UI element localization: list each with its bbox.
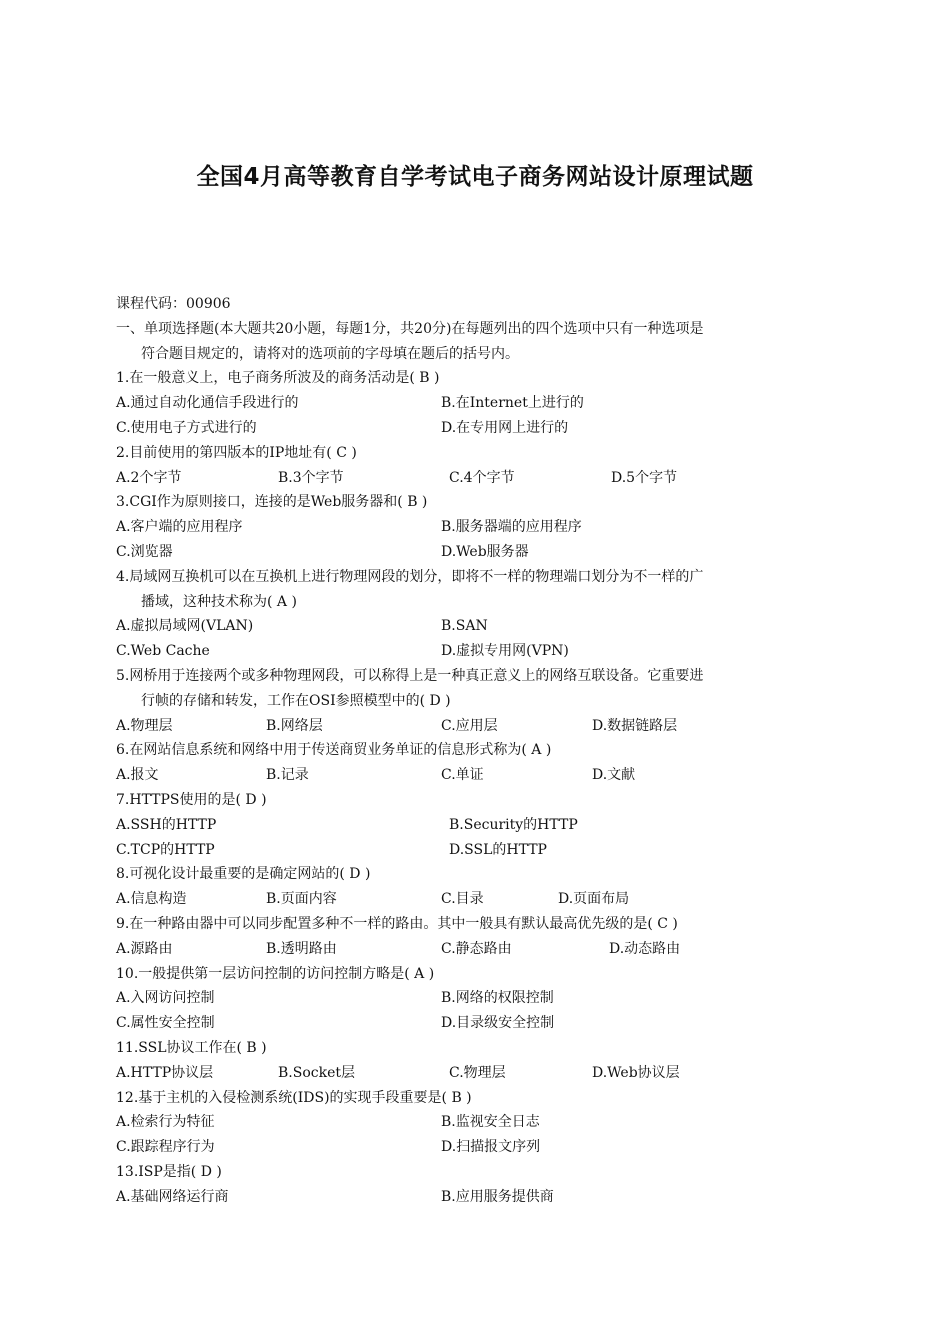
option-d: D.虚拟专用网(VPN) [441, 643, 569, 660]
option-d: D.Web服务器 [441, 543, 529, 560]
option-a: A.物理层 [116, 717, 173, 734]
option-c: C.浏览器 [116, 543, 173, 560]
option-c: C.应用层 [441, 717, 498, 734]
options-row [116, 416, 846, 441]
options-row [116, 813, 846, 838]
question-5-cont: 行帧的存储和转发，工作在OSI参照模型中的( D ) [141, 692, 451, 709]
question-4-cont: 播域，这种技术称为( A ) [141, 593, 297, 610]
option-b: B.监视安全日志 [441, 1114, 540, 1131]
option-a: A.虚拟局域网(VLAN) [116, 618, 254, 635]
option-d: D.在专用网上进行的 [441, 419, 569, 436]
question-2: 2.目前使用的第四版本的IP地址有( C ) [116, 444, 357, 461]
options-row [116, 639, 846, 664]
option-a: A.客户端的应用程序 [116, 519, 243, 536]
options-row [116, 714, 846, 739]
options-row [116, 540, 846, 565]
options-row [116, 1185, 846, 1210]
question-7: 7.HTTPS使用的是( D ) [116, 791, 267, 808]
option-a: A.入网访问控制 [116, 990, 215, 1007]
option-a: A.检索行为特征 [116, 1114, 215, 1131]
option-b: B.Socket层 [278, 1064, 355, 1081]
question-1: 1.在一般意义上，电子商务所波及的商务活动是( B ) [116, 370, 440, 387]
option-a: A.SSH的HTTP [116, 816, 217, 833]
option-b: B.网络层 [266, 717, 323, 734]
question-6: 6.在网站信息系统和网络中用于传送商贸业务单证的信息形式称为( A ) [116, 742, 552, 759]
page-title: 全国4月高等教育自学考试电子商务网站设计原理试题 [196, 164, 754, 190]
option-d: D.数据链路层 [592, 717, 678, 734]
option-a: A.报文 [116, 767, 159, 784]
section-instructions: 一、单项选择题(本大题共20小题，每题1分，共20分)在每题列出的四个选项中只有一种选项是 [116, 320, 704, 337]
option-a: A.通过自动化通信手段进行的 [116, 395, 299, 412]
options-row [116, 1061, 846, 1086]
option-b: B.Security的HTTP [449, 816, 578, 833]
option-d: D.扫描报文序列 [441, 1139, 541, 1156]
option-c: C.跟踪程序行为 [116, 1139, 215, 1156]
option-d: D.Web协议层 [592, 1064, 680, 1081]
option-b: B.在Internet上进行的 [441, 395, 584, 412]
question-4: 4.局域网互换机可以在互换机上进行物理网段的划分，即将不一样的物理端口划分为不一样的广 [116, 568, 704, 585]
option-d: D.SSL的HTTP [449, 841, 547, 858]
option-b: B.应用服务提供商 [441, 1188, 554, 1205]
option-b: B.服务器端的应用程序 [441, 519, 582, 536]
option-a: A.2个字节 [116, 469, 182, 486]
options-row [116, 1110, 846, 1135]
option-c: C.静态路由 [441, 940, 512, 957]
question-8: 8.可视化设计最重要的是确定网站的( D ) [116, 866, 371, 883]
option-d: D.动态路由 [609, 940, 681, 957]
option-c: C.目录 [441, 891, 484, 908]
options-row [116, 838, 846, 863]
option-c: C.单证 [441, 767, 484, 784]
options-row [116, 466, 846, 491]
option-b: B.记录 [266, 767, 309, 784]
course-code: 课程代码：00906 [116, 296, 231, 312]
option-a: A.HTTP协议层 [116, 1064, 214, 1081]
option-c: C.Web Cache [116, 643, 210, 660]
question-13: 13.ISP是指( D ) [116, 1163, 222, 1180]
question-11: 11.SSL协议工作在( B ) [116, 1039, 267, 1056]
option-b: B.SAN [441, 618, 488, 635]
section-instructions-cont: 符合题目规定的，请将对的选项前的字母填在题后的括号内。 [141, 345, 519, 362]
option-b: B.透明路由 [266, 940, 337, 957]
options-row [116, 763, 846, 788]
question-12: 12.基于主机的入侵检测系统(IDS)的实现手段重要是( B ) [116, 1089, 472, 1106]
options-row [116, 614, 846, 639]
options-row [116, 937, 846, 962]
option-a: A.源路由 [116, 940, 173, 957]
option-a: A.信息构造 [116, 891, 187, 908]
options-row [116, 1135, 846, 1160]
option-c: C.属性安全控制 [116, 1015, 215, 1032]
option-d: D.页面布局 [558, 891, 630, 908]
option-b: B.3个字节 [278, 469, 344, 486]
option-b: B.网络的权限控制 [441, 990, 554, 1007]
question-3: 3.CGI作为原则接口，连接的是Web服务器和( B ) [116, 494, 428, 511]
options-row [116, 391, 846, 416]
options-row [116, 515, 846, 540]
option-c: C.4个字节 [449, 469, 515, 486]
options-row [116, 887, 846, 912]
option-b: B.页面内容 [266, 891, 337, 908]
option-c: C.物理层 [449, 1064, 506, 1081]
option-d: D.文献 [592, 767, 636, 784]
question-10: 10.一般提供第一层访问控制的访问控制方略是( A ) [116, 965, 435, 982]
options-row [116, 1011, 846, 1036]
option-d: D.目录级安全控制 [441, 1015, 555, 1032]
options-row [116, 986, 846, 1011]
question-9: 9.在一种路由器中可以同步配置多种不一样的路由。其中一般具有默认最高优先级的是( C ) [116, 915, 678, 932]
option-a: A.基础网络运行商 [116, 1188, 229, 1205]
option-d: D.5个字节 [611, 469, 678, 486]
option-c: C.TCP的HTTP [116, 841, 215, 858]
exam-content [116, 292, 846, 1209]
question-5: 5.网桥用于连接两个或多种物理网段，可以称得上是一种真正意义上的网络互联设备。它重要进 [116, 667, 704, 684]
option-c: C.使用电子方式进行的 [116, 419, 257, 436]
